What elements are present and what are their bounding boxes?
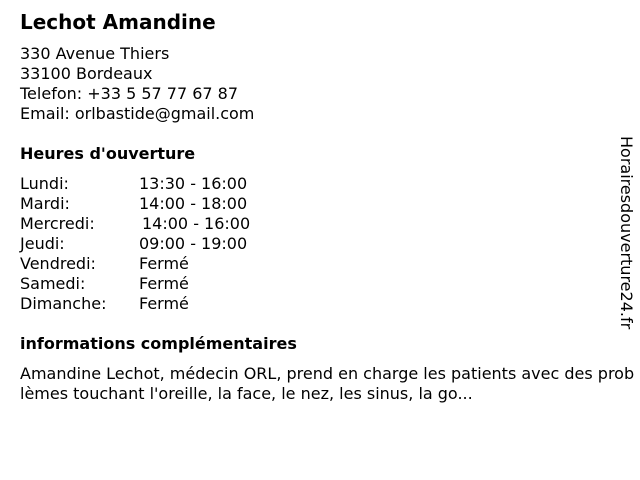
business-description: Amandine Lechot, médecin ORL, prend en charge les patients avec des problèmes touchant l'oreille, la face, le nez, les sinus, la go...	[20, 364, 635, 403]
hours-row-thursday	[20, 234, 320, 254]
day-label: Lundi:	[20, 174, 69, 193]
time-value: Fermé	[139, 274, 189, 293]
time-value: 14:00 - 16:00	[142, 214, 251, 233]
business-name: Lechot Amandine	[20, 10, 216, 34]
time-value: Fermé	[139, 294, 189, 313]
hours-row-wednesday	[20, 214, 320, 234]
hours-row-friday	[20, 254, 320, 274]
hours-row-saturday	[20, 274, 320, 294]
time-value: Fermé	[139, 254, 189, 273]
opening-hours-table	[20, 174, 320, 314]
day-label: Samedi:	[20, 274, 86, 293]
site-watermark: Horairesdouverture24.fr	[617, 136, 636, 330]
hours-row-sunday	[20, 294, 320, 314]
phone-number: Telefon: +33 5 57 77 67 87	[20, 84, 239, 103]
time-value: 09:00 - 19:00	[139, 234, 248, 253]
address-city: 33100 Bordeaux	[20, 64, 153, 83]
address-street: 330 Avenue Thiers	[20, 44, 170, 63]
day-label: Mercredi:	[20, 214, 95, 233]
email-address: Email: orlbastide@gmail.com	[20, 104, 255, 123]
address-block	[20, 44, 254, 124]
additional-info-heading: informations complémentaires	[20, 334, 297, 353]
day-label: Mardi:	[20, 194, 70, 213]
day-label: Vendredi:	[20, 254, 96, 273]
day-label: Dimanche:	[20, 294, 107, 313]
hours-row-monday	[20, 174, 320, 194]
hours-row-tuesday	[20, 194, 320, 214]
time-value: 14:00 - 18:00	[139, 194, 248, 213]
opening-hours-heading: Heures d'ouverture	[20, 144, 196, 163]
day-label: Jeudi:	[20, 234, 65, 253]
time-value: 13:30 - 16:00	[139, 174, 248, 193]
